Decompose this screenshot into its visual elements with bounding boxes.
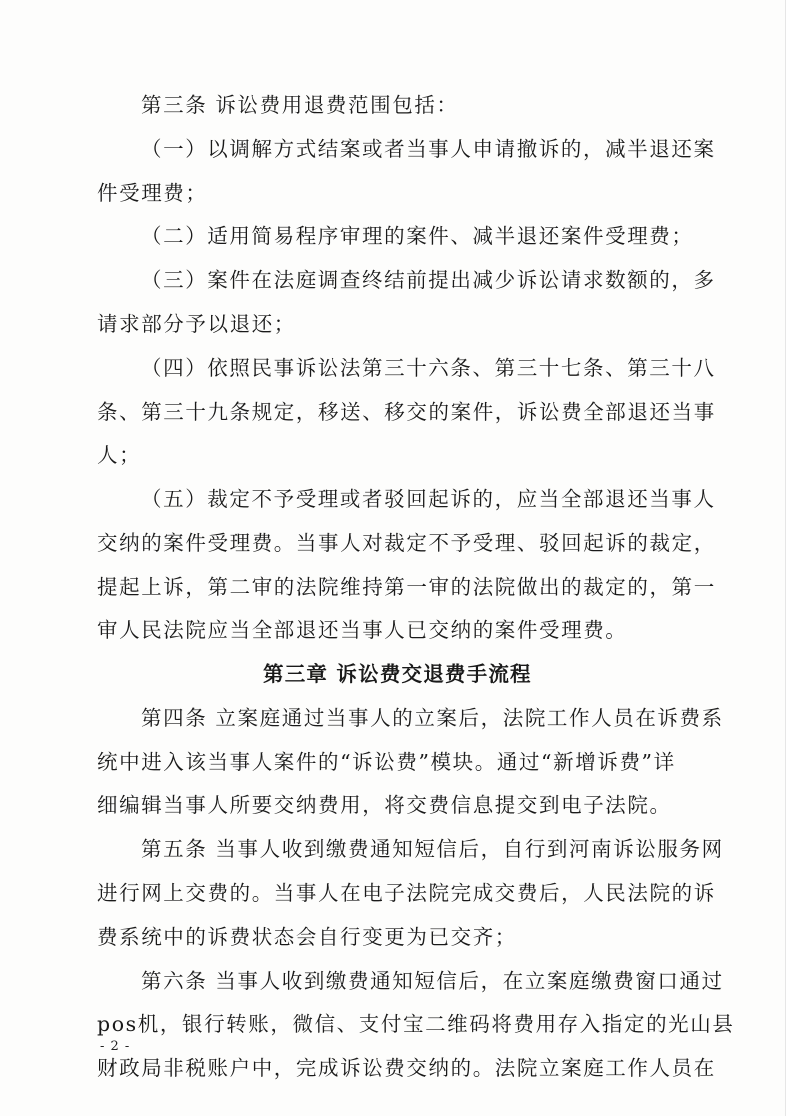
paragraph-line: 件受理费；	[97, 181, 208, 205]
paragraph-line: 进行网上交费的。当事人在电子法院完成交费后，人民法院的诉	[97, 881, 716, 905]
paragraph-line: 细编辑当事人所要交纳费用，将交费信息提交到电子法院。	[97, 793, 672, 817]
article-4-line: 第四条 立案庭通过当事人的立案后，法院工作人员在诉费系	[141, 706, 724, 730]
paragraph-line: pos机，银行转账，微信、支付宝二维码将费用存入指定的光山县	[97, 1012, 735, 1036]
paragraph-line: 交纳的案件受理费。当事人对裁定不予受理、驳回起诉的裁定，	[97, 531, 716, 555]
paragraph-line: 条、第三十九条规定，移送、移交的案件，诉讼费全部退还当事	[97, 400, 716, 424]
paragraph-line: 审人民法院应当全部退还当事人已交纳的案件受理费。	[97, 618, 628, 642]
page-number: - 2 -	[100, 1039, 131, 1054]
paragraph-line: 请求部分予以退还；	[97, 312, 296, 336]
chapter-3-heading: 第三章 诉讼费交退费手流程	[263, 662, 532, 686]
paragraph-line: 提起上诉，第二审的法院维持第一审的法院做出的裁定的，第一	[97, 575, 716, 599]
paragraph-line: 统中进入该当事人案件的“诉讼费”模块。通过“新增诉费”详	[97, 750, 676, 774]
paragraph-line: 财政局非税账户中，完成诉讼费交纳的。法院立案庭工作人员在	[97, 1056, 716, 1080]
paragraph-line: 人；	[97, 443, 142, 467]
paragraph-line: （二）适用简易程序审理的案件、减半退还案件受理费；	[141, 224, 694, 248]
paragraph-line: （五）裁定不予受理或者驳回起诉的，应当全部退还当事人	[141, 487, 716, 511]
article-6-line: 第六条 当事人收到缴费通知短信后，在立案庭缴费窗口通过	[141, 969, 724, 993]
paragraph-line: （三）案件在法庭调查终结前提出减少诉讼请求数额的，多	[141, 268, 716, 292]
paragraph-line: （一）以调解方式结案或者当事人申请撤诉的，减半退还案	[141, 137, 716, 161]
paragraph-line: 费系统中的诉费状态会自行变更为已交齐；	[97, 925, 517, 949]
paragraph-line: （四）依照民事诉讼法第三十六条、第三十七条、第三十八	[141, 356, 716, 380]
article-5-line: 第五条 当事人收到缴费通知短信后，自行到河南诉讼服务网	[141, 837, 724, 861]
article-3-title: 第三条 诉讼费用退费范围包括：	[141, 93, 459, 117]
